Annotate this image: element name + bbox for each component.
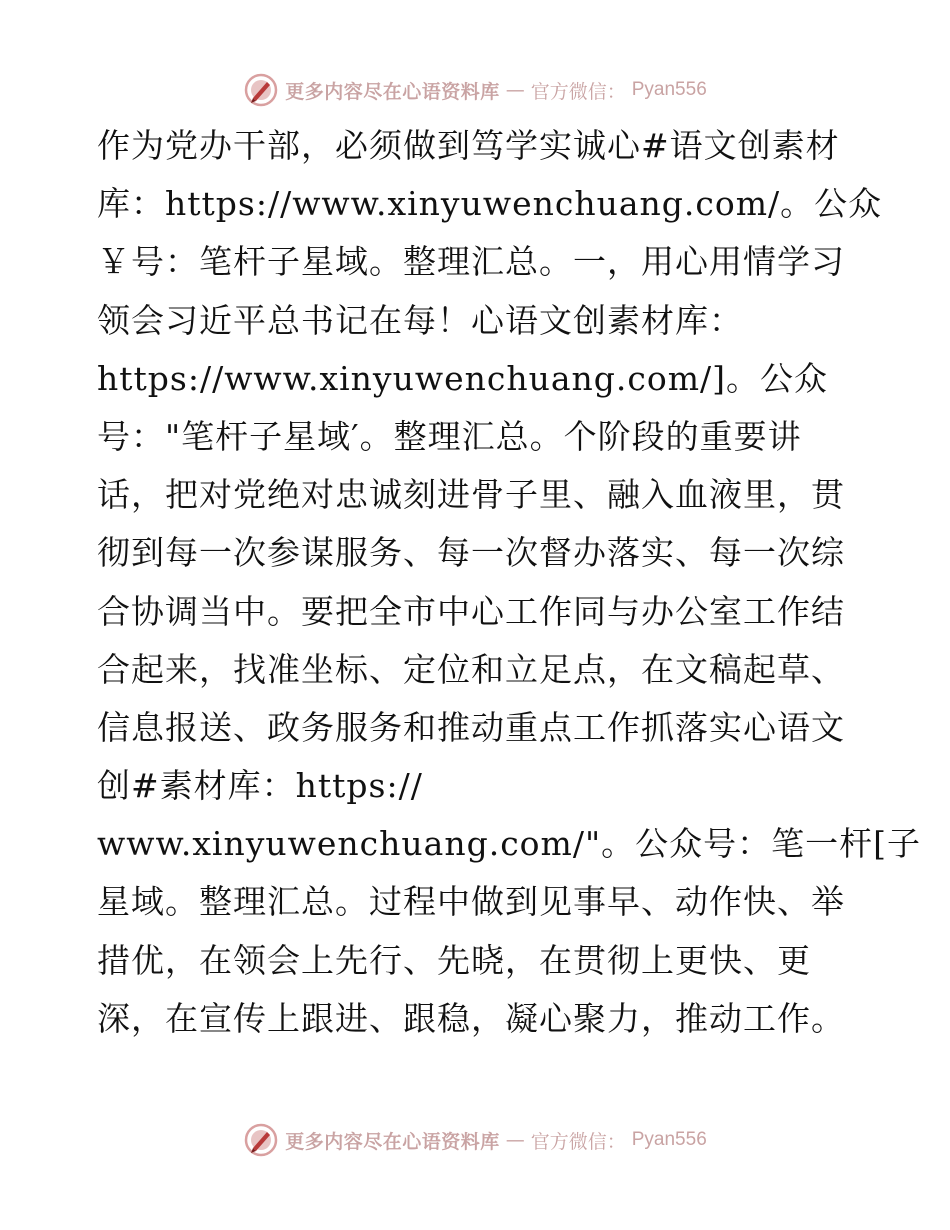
- body-line: 号："笔杆子星域′。整理汇总。个阶段的重要讲: [97, 416, 802, 456]
- watermark-wechat-id: Pyan556: [631, 79, 707, 100]
- body-line: 作为党办干部，必须做到笃学实诚心#语文创素材: [97, 126, 840, 165]
- body-line: ￥号：笔杆子星域。整理汇总。一，用心用情学习: [97, 242, 845, 282]
- body-line: 深，在宣传上跟进、跟稳，凝心聚力，推动工作。: [97, 998, 845, 1038]
- watermark-wechat-label: 官方微信：: [530, 1130, 626, 1153]
- body-line: 库：https://www.xinyuwenchuang.com/。公众: [97, 184, 883, 224]
- body-line: www.xinyuwenchuang.com/"。公众号：笔一杆[子: [97, 824, 922, 864]
- body-line: 星域。整理汇总。过程中做到见事早、动作快、举: [97, 882, 845, 922]
- watermark-wechat-label: 官方微信：: [530, 80, 626, 103]
- document-body: [97, 117, 922, 1048]
- body-line: https://www.xinyuwenchuang.com/]。公众: [97, 358, 829, 398]
- body-line: 创#素材库：https://: [97, 766, 423, 806]
- body-line: 合起来，找准坐标、定位和立足点，在文稿起草、: [97, 649, 845, 689]
- watermark-brand-text: 更多内容尽在心语资料库: [285, 1130, 500, 1153]
- body-line: 话，把对党绝对忠诚刻进骨子里、融入血液里，贯: [97, 475, 845, 515]
- brand-logo-icon: [243, 72, 279, 108]
- watermark-dash: —: [505, 1129, 525, 1151]
- body-line: 彻到每一次参谋服务、每一次督办落实、每一次综: [97, 533, 845, 573]
- body-line: 措优，在领会上先行、先晓，在贯彻上更快、更: [97, 940, 811, 980]
- body-line: 合协调当中。要把全市中心工作同与办公室工作结: [97, 591, 845, 631]
- watermark-dash: —: [505, 79, 525, 101]
- footer-watermark: [0, 1118, 950, 1162]
- header-watermark: [0, 68, 950, 112]
- watermark-wechat-id: Pyan556: [631, 1129, 707, 1150]
- body-line: 领会习近平总书记在每！心语文创素材库：: [97, 300, 743, 340]
- body-line: 信息报送、政务服务和推动重点工作抓落实心语文: [97, 707, 845, 747]
- brand-logo-icon: [243, 1122, 279, 1158]
- watermark-brand-text: 更多内容尽在心语资料库: [285, 80, 500, 103]
